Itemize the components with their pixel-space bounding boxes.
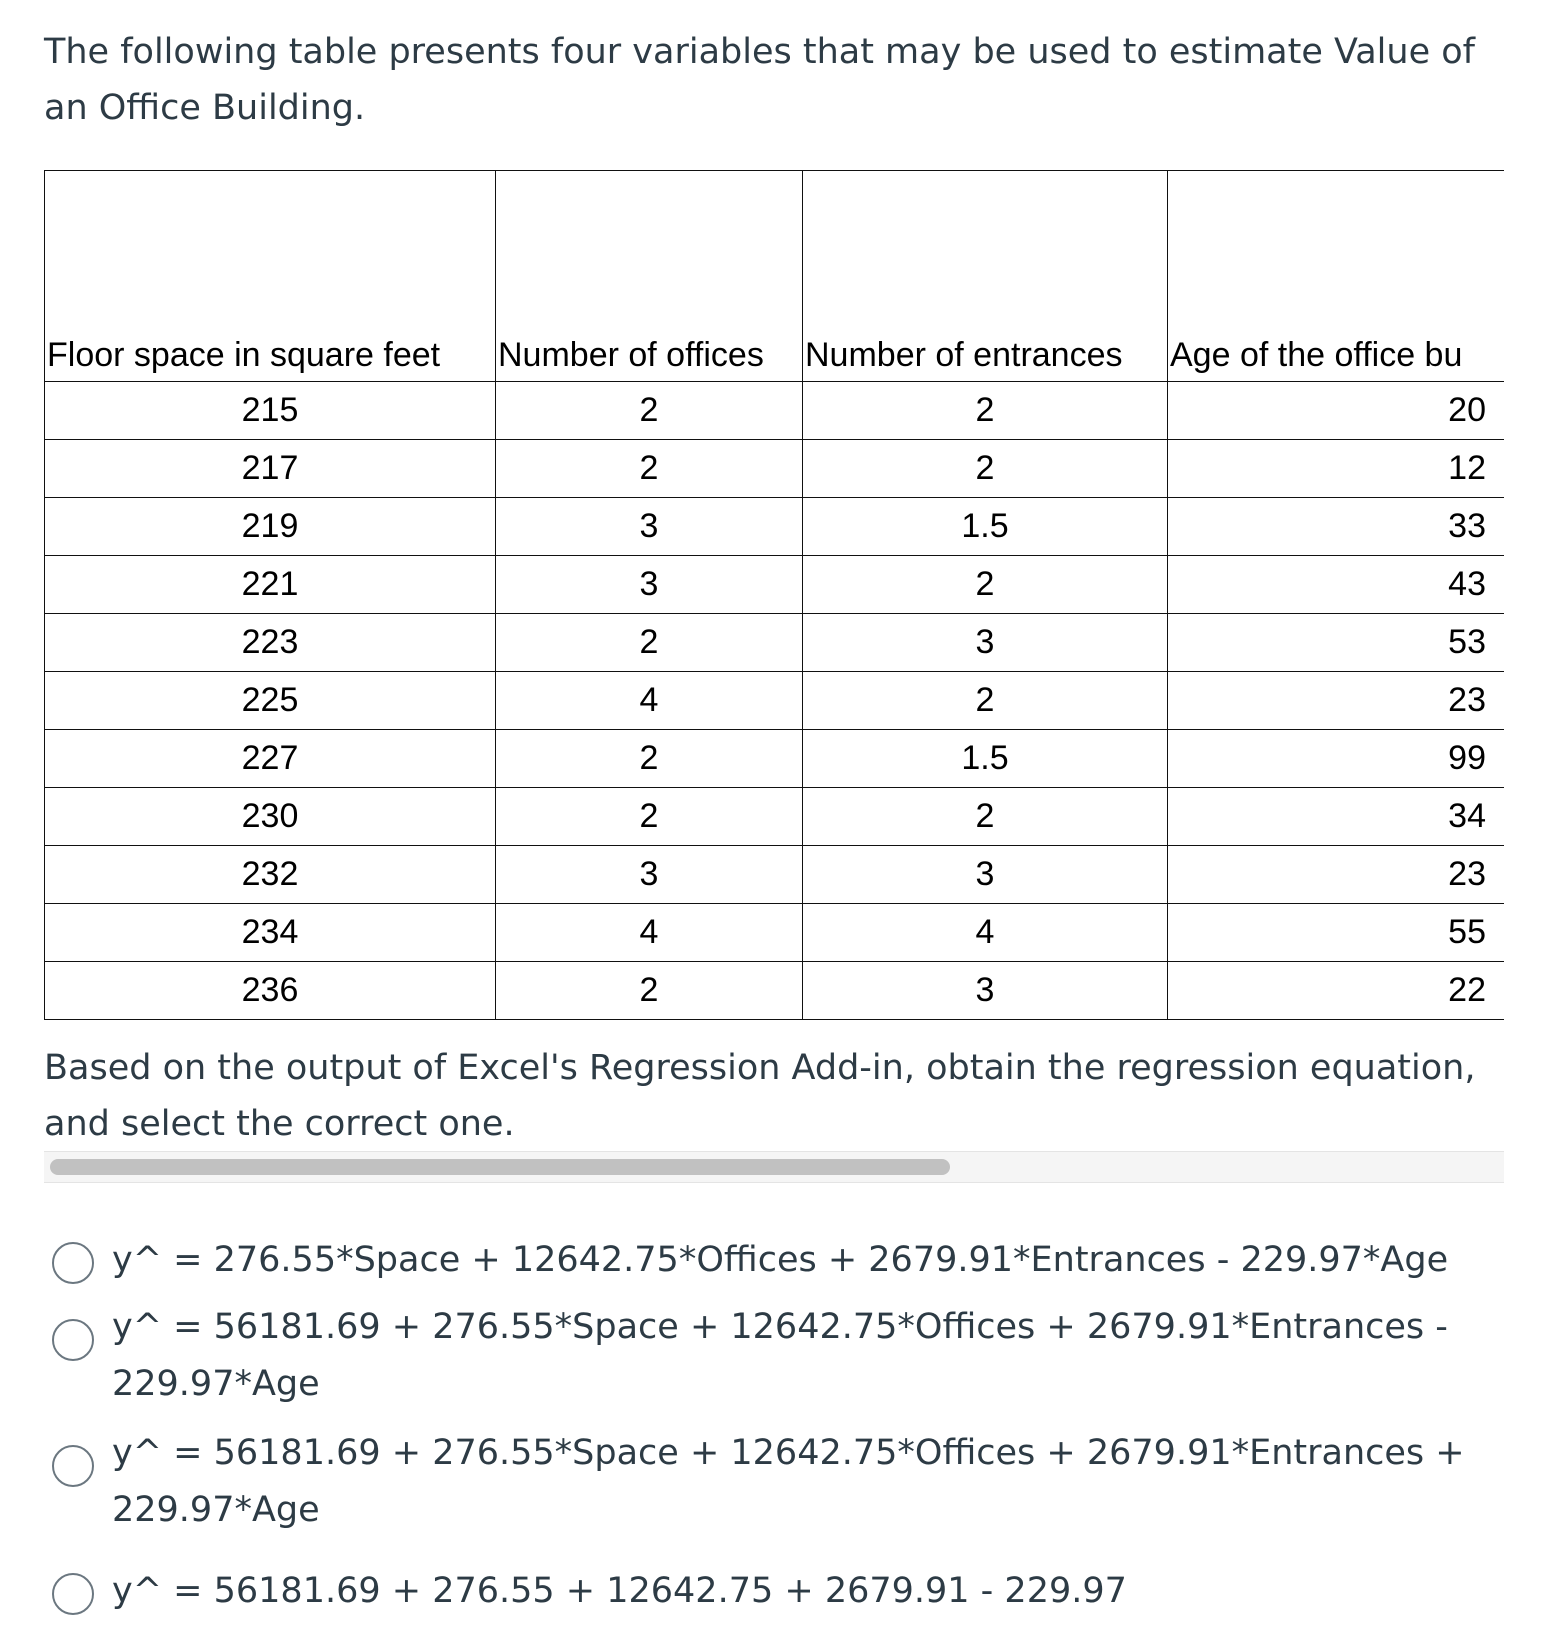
cell-offices: 2 [496, 962, 803, 1020]
cell-offices: 3 [496, 498, 803, 556]
cell-entrances: 2 [803, 382, 1168, 440]
table-header-row [45, 171, 1505, 382]
cell-entrances: 3 [803, 614, 1168, 672]
table-row [45, 614, 1505, 672]
cell-offices: 2 [496, 440, 803, 498]
cell-age: 43 [1168, 556, 1505, 614]
cell-entrances: 2 [803, 672, 1168, 730]
header-age: Age of the office bu [1168, 171, 1505, 382]
answer-label: y^ = 56181.69 + 276.55*Space + 12642.75*Offices + 2679.91*Entrances + 229.97*Age [112, 1433, 1465, 1530]
cell-space: 221 [45, 556, 496, 614]
question-intro: The following table presents four variables that may be used to estimate Value of an Office Building. [44, 32, 1475, 128]
cell-space: 215 [45, 382, 496, 440]
cell-age: 22 [1168, 962, 1505, 1020]
cell-offices: 2 [496, 788, 803, 846]
cell-age: 12 [1168, 440, 1505, 498]
radio-button[interactable] [52, 1319, 94, 1361]
cell-entrances: 1.5 [803, 498, 1168, 556]
cell-offices: 2 [496, 730, 803, 788]
cell-offices: 3 [496, 846, 803, 904]
radio-button[interactable] [52, 1242, 94, 1284]
cell-space: 232 [45, 846, 496, 904]
cell-offices: 4 [496, 904, 803, 962]
table-row [45, 498, 1505, 556]
table-row [45, 846, 1505, 904]
table-row [45, 556, 1505, 614]
answer-label: y^ = 56181.69 + 276.55*Space + 12642.75*Offices + 2679.91*Entrances - 229.97*Age [112, 1307, 1448, 1404]
data-table-container[interactable] [44, 170, 1504, 1020]
cell-entrances: 3 [803, 846, 1168, 904]
table-row [45, 440, 1505, 498]
data-table [44, 170, 1504, 1020]
question-prompt: Based on the output of Excel's Regression Add-in, obtain the regression equation, and select the correct one. [44, 1048, 1476, 1144]
table-row [45, 730, 1505, 788]
cell-space: 225 [45, 672, 496, 730]
answer-option-3[interactable] [50, 1425, 1510, 1539]
header-floor-space: Floor space in square feet [45, 171, 496, 382]
answer-label: y^ = 56181.69 + 276.55 + 12642.75 + 2679.91 - 229.97 [112, 1571, 1127, 1611]
table-row [45, 672, 1505, 730]
cell-offices: 3 [496, 556, 803, 614]
answer-option-2[interactable] [50, 1299, 1510, 1413]
cell-space: 230 [45, 788, 496, 846]
cell-entrances: 1.5 [803, 730, 1168, 788]
cell-age: 23 [1168, 672, 1505, 730]
cell-age: 34 [1168, 788, 1505, 846]
radio-button[interactable] [52, 1573, 94, 1615]
table-row [45, 788, 1505, 846]
answer-option-1[interactable] [50, 1232, 1510, 1289]
cell-offices: 4 [496, 672, 803, 730]
cell-space: 223 [45, 614, 496, 672]
cell-space: 219 [45, 498, 496, 556]
cell-entrances: 4 [803, 904, 1168, 962]
table-row [45, 382, 1505, 440]
cell-space: 217 [45, 440, 496, 498]
cell-age: 55 [1168, 904, 1505, 962]
cell-offices: 2 [496, 614, 803, 672]
answer-option-4[interactable] [50, 1563, 1510, 1620]
answer-label: y^ = 276.55*Space + 12642.75*Offices + 2679.91*Entrances - 229.97*Age [112, 1240, 1449, 1280]
header-entrances: Number of entrances [803, 171, 1168, 382]
cell-age: 33 [1168, 498, 1505, 556]
horizontal-scrollbar[interactable] [44, 1151, 1504, 1183]
cell-space: 227 [45, 730, 496, 788]
cell-entrances: 2 [803, 788, 1168, 846]
cell-space: 234 [45, 904, 496, 962]
cell-entrances: 3 [803, 962, 1168, 1020]
cell-entrances: 2 [803, 556, 1168, 614]
table-row [45, 962, 1505, 1020]
cell-age: 53 [1168, 614, 1505, 672]
header-offices: Number of offices [496, 171, 803, 382]
table-row [45, 904, 1505, 962]
cell-space: 236 [45, 962, 496, 1020]
cell-age: 99 [1168, 730, 1505, 788]
scrollbar-thumb[interactable] [50, 1159, 950, 1175]
cell-entrances: 2 [803, 440, 1168, 498]
answer-options [50, 1232, 1510, 1620]
cell-offices: 2 [496, 382, 803, 440]
cell-age: 20 [1168, 382, 1505, 440]
radio-button[interactable] [52, 1445, 94, 1487]
cell-age: 23 [1168, 846, 1505, 904]
